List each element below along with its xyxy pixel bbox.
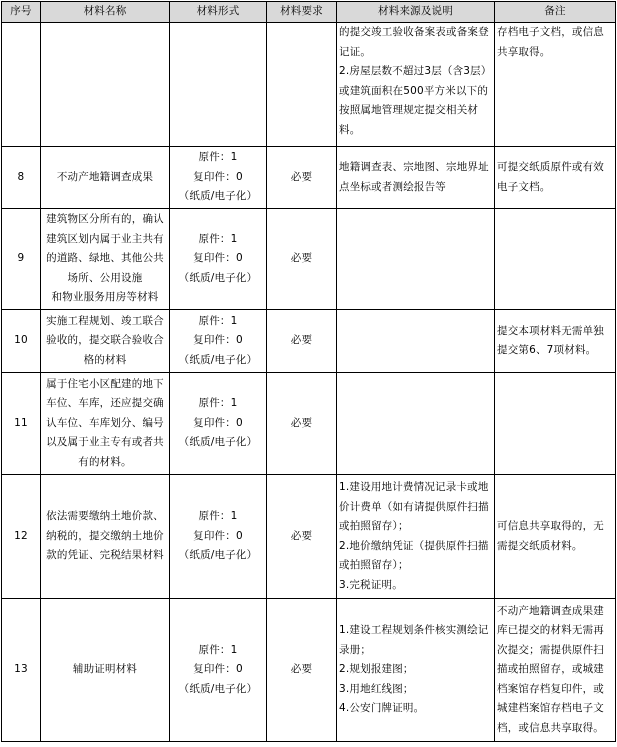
table-row bbox=[2, 475, 616, 599]
form-original: 原件：1 bbox=[198, 314, 238, 327]
table-row bbox=[2, 209, 616, 310]
row-name: 不动产地籍调查成果 bbox=[41, 147, 170, 209]
row-form bbox=[170, 147, 267, 209]
form-type: （纸质/电子化） bbox=[178, 549, 258, 562]
form-original: 原件：1 bbox=[198, 397, 238, 410]
row-source bbox=[337, 23, 495, 147]
row-no: 9 bbox=[2, 209, 41, 310]
row-name bbox=[41, 209, 170, 310]
source-line: 1.建设工程规划条件核实测绘记录册； bbox=[339, 624, 489, 656]
row-no: 8 bbox=[2, 147, 41, 209]
row-note: 不动产地籍调查成果建库已提交的材料无需再次提交；需提供原件扫描或拍照留存，或城建档案馆存档复印件，或城建档案馆存档电子文档，或信息共享取得。 bbox=[495, 599, 616, 742]
row-source: 地籍调查表、宗地图、宗地界址点坐标或者测绘报告等 bbox=[337, 147, 495, 209]
row-form bbox=[170, 373, 267, 475]
row-no: 10 bbox=[2, 310, 41, 373]
row-note: 存档电子文档，或信息共享取得。 bbox=[495, 23, 616, 147]
form-copy: 复印件：0 bbox=[193, 170, 243, 183]
row-note: 提交本项材料无需单独提交第6、7项材料。 bbox=[495, 310, 616, 373]
row-note bbox=[495, 209, 616, 310]
header-row bbox=[2, 2, 616, 23]
form-copy: 复印件：0 bbox=[193, 334, 243, 347]
row-name bbox=[41, 23, 170, 147]
table-row bbox=[2, 373, 616, 475]
table-row bbox=[2, 23, 616, 147]
form-original: 原件：1 bbox=[198, 232, 238, 245]
row-form bbox=[170, 599, 267, 742]
materials-table bbox=[1, 1, 616, 742]
source-line: 1.建设用地计费情况记录卡或地价计费单（如有请提供原件扫描或拍照留存）； bbox=[339, 481, 489, 532]
table-row bbox=[2, 310, 616, 373]
row-no: 11 bbox=[2, 373, 41, 475]
form-original: 原件：1 bbox=[198, 151, 238, 164]
form-type: （纸质/电子化） bbox=[178, 436, 258, 449]
row-requirement: 必要 bbox=[267, 209, 337, 310]
form-copy: 复印件：0 bbox=[193, 529, 243, 542]
name-line: 建筑物区分所有的，确认建筑区划内属于业主共有的道路、绿地、其他公共场所、公用设施 bbox=[46, 213, 164, 284]
row-source bbox=[337, 209, 495, 310]
row-requirement: 必要 bbox=[267, 147, 337, 209]
source-line: 3.完税证明。 bbox=[339, 578, 403, 591]
row-form bbox=[170, 475, 267, 599]
name-line: 和物业服务用房等材料 bbox=[51, 291, 159, 304]
row-requirement: 必要 bbox=[267, 599, 337, 742]
form-type: （纸质/电子化） bbox=[178, 190, 258, 203]
row-no bbox=[2, 23, 41, 147]
row-requirement: 必要 bbox=[267, 475, 337, 599]
row-no: 13 bbox=[2, 599, 41, 742]
row-note: 可信息共享取得的，无需提交纸质材料。 bbox=[495, 475, 616, 599]
row-no: 12 bbox=[2, 475, 41, 599]
source-line: 4.公安门牌证明。 bbox=[339, 702, 425, 715]
row-requirement bbox=[267, 23, 337, 147]
header-no: 序号 bbox=[2, 2, 41, 23]
form-copy: 复印件：0 bbox=[193, 252, 243, 265]
row-source bbox=[337, 599, 495, 742]
form-original: 原件：1 bbox=[198, 510, 238, 523]
table-row bbox=[2, 147, 616, 209]
source-line: 2.地价缴纳凭证（提供原件扫描或拍照留存）； bbox=[339, 539, 489, 571]
row-note bbox=[495, 373, 616, 475]
row-form bbox=[170, 209, 267, 310]
row-note: 可提交纸质原件或有效电子文档。 bbox=[495, 147, 616, 209]
form-original: 原件：1 bbox=[198, 643, 238, 656]
table-row bbox=[2, 599, 616, 742]
row-source bbox=[337, 310, 495, 373]
row-name: 依法需要缴纳土地价款、纳税的，提交缴纳土地价款的凭证、完税结果材料 bbox=[41, 475, 170, 599]
header-source: 材料来源及说明 bbox=[337, 2, 495, 23]
row-name: 实施工程规划、竣工联合验收的，提交联合验收合格的材料 bbox=[41, 310, 170, 373]
form-type: （纸质/电子化） bbox=[178, 353, 258, 366]
source-line: 2.规划报建图； bbox=[339, 663, 414, 676]
row-form bbox=[170, 23, 267, 147]
source-line: 2.房屋层数不超过3层（含3层）或建筑面积在500平方米以下的按照属地管理规定提交相关材料。 bbox=[339, 65, 492, 136]
row-name: 辅助证明材料 bbox=[41, 599, 170, 742]
row-form bbox=[170, 310, 267, 373]
form-copy: 复印件：0 bbox=[193, 663, 243, 676]
header-name: 材料名称 bbox=[41, 2, 170, 23]
row-requirement: 必要 bbox=[267, 373, 337, 475]
form-type: （纸质/电子化） bbox=[178, 682, 258, 695]
header-note: 备注 bbox=[495, 2, 616, 23]
row-name: 属于住宅小区配建的地下车位、车库，还应提交确认车位、车库划分、编号以及属于业主专有或者共有的材料。 bbox=[41, 373, 170, 475]
header-requirement: 材料要求 bbox=[267, 2, 337, 23]
source-line: 的提交竣工验收备案表或备案登记证。 bbox=[339, 26, 489, 58]
row-requirement: 必要 bbox=[267, 310, 337, 373]
source-line: 3.用地红线图； bbox=[339, 682, 414, 695]
row-source bbox=[337, 475, 495, 599]
form-type: （纸质/电子化） bbox=[178, 271, 258, 284]
row-source bbox=[337, 373, 495, 475]
header-form: 材料形式 bbox=[170, 2, 267, 23]
form-copy: 复印件：0 bbox=[193, 416, 243, 429]
